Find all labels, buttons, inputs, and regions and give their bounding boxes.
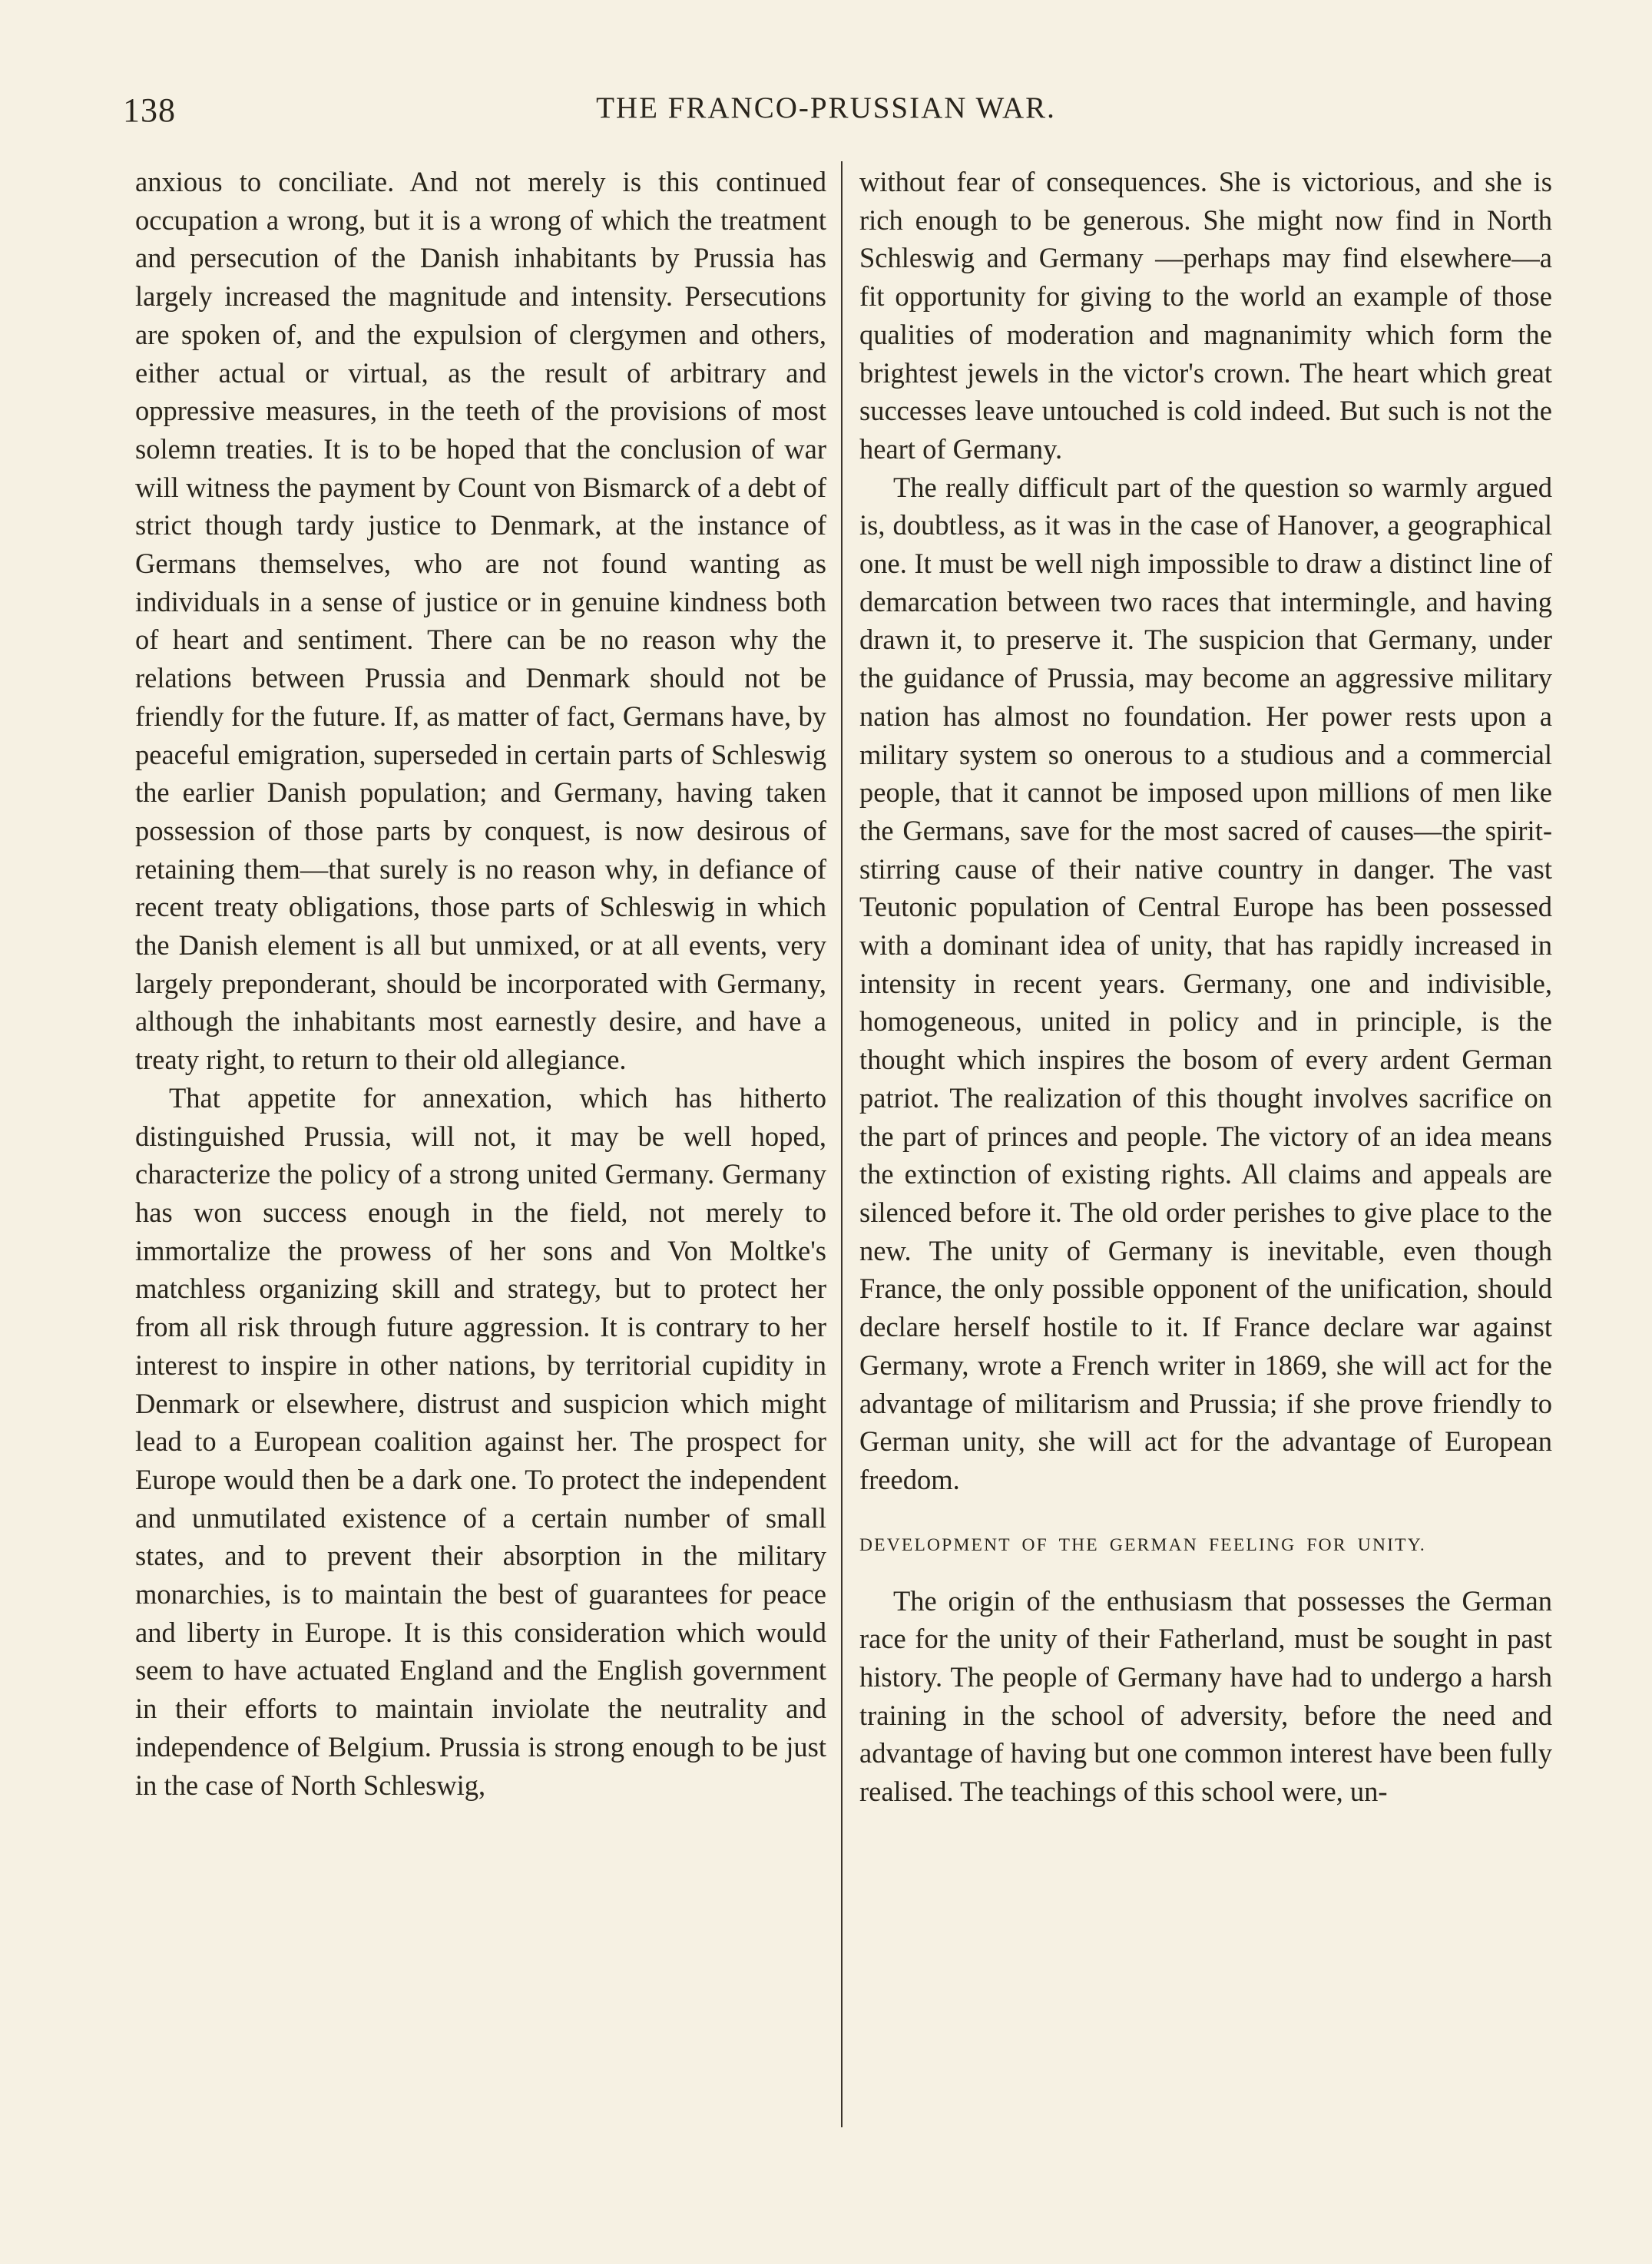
paragraph: The really difficult part of the question so warmly argued is, doubtless, as it was in the case of Hanover, a geographical one. It must be well nigh impossible to draw a distinct line of demarcation between two races that intermingle, and having drawn it, to preserve it. The suspicion that Germany, under the guidance of Prussia, may become an aggressive military nation has almost no foundation. Her power rests upon a military system so onerous to a studious and a commercial people, that it cannot be imposed upon millions of men like the Germans, save for the most sacred of causes—the spirit-stirring cause of their native country in danger. The vast Teutonic population of Central Europe has been possessed with a dominant idea of unity, that has rapidly increased in intensity in recent years. Germany, one and indivisible, homogeneous, united in policy and in principle, is the thought which inspires the bosom of every ardent German patriot. The realization of this thought involves sacrifice on the part of princes and people. The victory of an idea means the extinction of existing rights. All claims and appeals are silenced before it. The old order perishes to give place to the new. The unity of Germany is inevitable, even though France, the only possible opponent of the unification, should declare herself hostile to it. If France declare war against Germany, wrote a French writer in 1869, she will act for the advantage of militarism and Prussia; if she prove friendly to German unity, she will act for the advantage of European freedom.	[859, 471, 1552, 1495]
right-column	[859, 163, 1552, 1811]
column-divider	[841, 161, 843, 2127]
paragraph: without fear of consequences. She is victorious, and she is rich enough to be generous. She might now find in North Schleswig and Germany —perhaps may find elsewhere—a fit opportunity for giving to the world an example of those qualities of moderation and magnanimity which form the brightest jewels in the victor's crown. The heart which great successes leave untouched is cold indeed. But such is not the heart of Germany.	[859, 166, 1552, 465]
left-column	[135, 163, 826, 1804]
paragraph: The origin of the enthusiasm that possesses the German race for the unity of their Fatherland, must be sought in past history. The people of Germany have had to undergo a harsh training in the school of adversity, before the need and advantage of having but one common interest have been fully realised. The teachings of this school were, un-	[859, 1584, 1552, 1808]
section-heading: DEVELOPMENT OF THE GERMAN FEELING FOR UNITY.	[859, 1534, 1426, 1555]
paragraph: anxious to conciliate. And not merely is this continued occupation a wrong, but it is a wrong of which the treatment and persecution of the Danish inhabitants by Prussia has largely increased the magnitude and intensity. Persecutions are spoken of, and the expulsion of clergymen and others, either actual or virtual, as the result of arbitrary and oppressive measures, in the teeth of the provisions of most solemn treaties. It is to be hoped that the conclusion of war will witness the payment by Count von Bismarck of a debt of strict though tardy justice to Denmark, at the instance of Germans themselves, who are not found wanting as individuals in a sense of justice or in genuine kindness both of heart and sentiment. There can be no reason why the relations between Prussia and Denmark should not be friendly for the future. If, as matter of fact, Germans have, by peaceful emigration, superseded in certain parts of Schleswig the earlier Danish population; and Germany, having taken possession of those parts by conquest, is now desirous of retaining them—that surely is no reason why, in defiance of recent treaty obligations, those parts of Schleswig in which the Danish element is all but unmixed, or at all events, very largely preponderant, should be incorporated with Germany, although the inhabitants most earnestly desire, and have a treaty right, to return to their old allegiance.	[135, 166, 826, 1076]
running-head: THE FRANCO-PRUSSIAN WAR.	[596, 91, 1056, 124]
page-number: 138	[123, 91, 176, 129]
paragraph: That appetite for annexation, which has hitherto distinguished Prussia, will not, it may be well hoped, characterize the policy of a strong united Germany. Germany has won success enough in the field, not merely to immortalize the prowess of her sons and Von Moltke's matchless organizing skill and strategy, but to protect her from all risk through future aggression. It is contrary to her interest to inspire in other nations, by territorial cupidity in Denmark or elsewhere, distrust and suspicion which might lead to a European coalition against her. The prospect for Europe would then be a dark one. To protect the independent and unmutilated existence of a certain number of small states, and to prevent their absorption in the military monarchies, is to maintain the best of guarantees for peace and liberty in Europe. It is this consideration which would seem to have actuated England and the English government in their efforts to maintain inviolate the neutrality and independence of Belgium. Prussia is strong enough to be just in the case of North Schleswig,	[135, 1081, 826, 1801]
